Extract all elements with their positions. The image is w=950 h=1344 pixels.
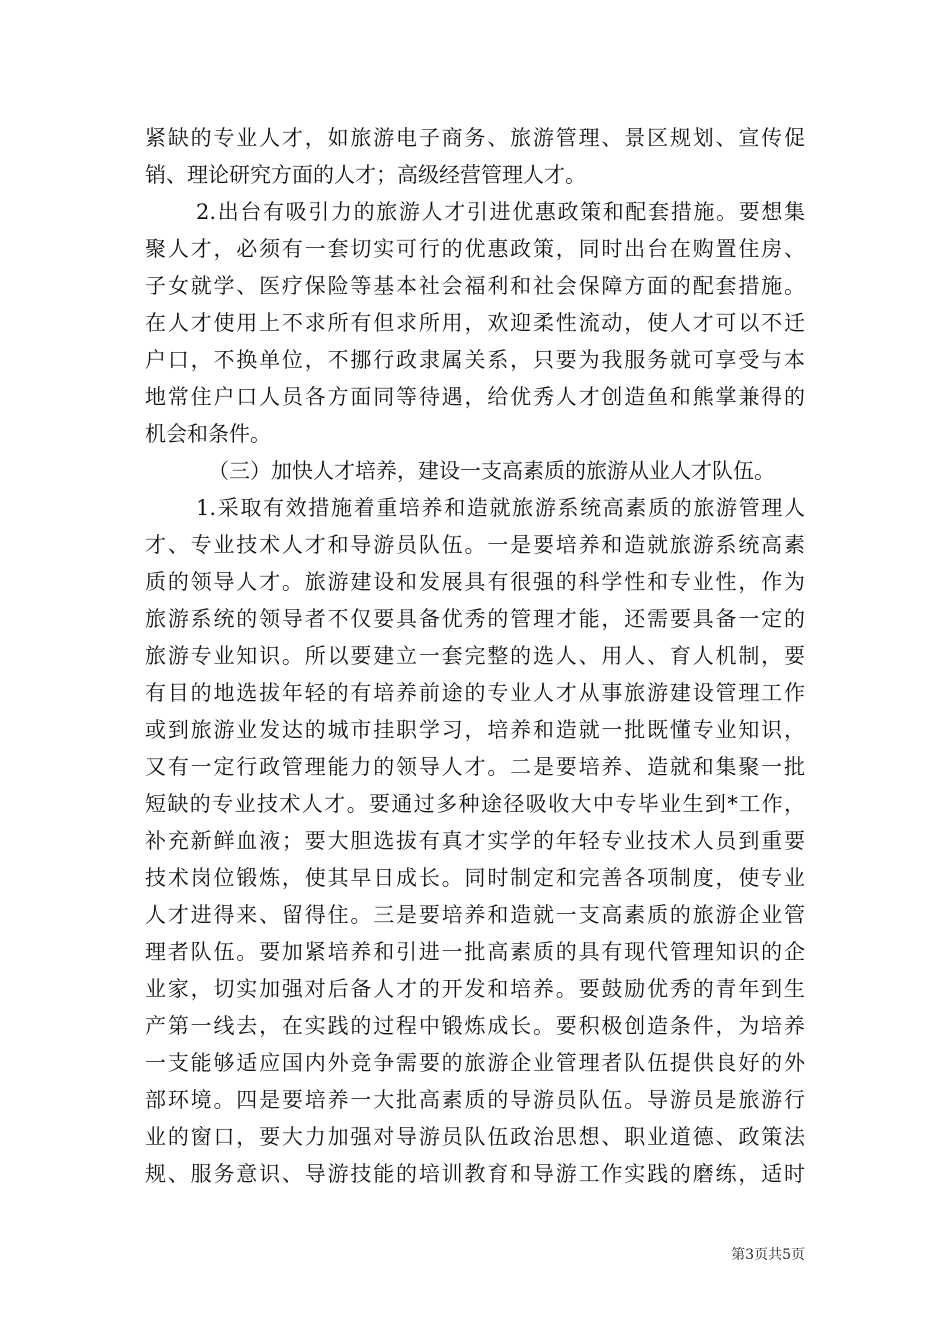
text-line: 业家，切实加强对后备人才的开发和培养。要鼓励优秀的青年到生 (145, 977, 805, 1001)
text-line: 规、服务意识、导游技能的培训教育和导游工作实践的磨练，适时 (145, 1162, 805, 1186)
text-line: 一支能够适应国内外竞争需要的旅游企业管理者队伍提供良好的外 (145, 1051, 805, 1075)
text-line: 紧缺的专业人才，如旅游电子商务、旅游管理、景区规划、宣传促 (145, 126, 805, 150)
text-line: 短缺的专业技术人才。要通过多种途径吸收大中专毕业生到*工作， (145, 792, 805, 816)
text-line: 旅游系统的领导者不仅要具备优秀的管理才能，还需要具备一定的 (145, 607, 805, 631)
text-line: 产第一线去，在实践的过程中锻炼成长。要积极创造条件，为培养 (145, 1014, 805, 1038)
text-line: 在人才使用上不求所有但求所用，欢迎柔性流动，使人才可以不迁 (145, 311, 805, 335)
text-line: 户口，不换单位，不挪行政隶属关系，只要为我服务就可享受与本 (145, 348, 805, 372)
text-line: 技术岗位锻炼，使其早日成长。同时制定和完善各项制度，使专业 (145, 866, 805, 890)
text-line: 又有一定行政管理能力的领导人才。二是要培养、造就和集聚一批 (145, 755, 805, 779)
text-line: 机会和条件。 (145, 422, 271, 446)
text-line: 业的窗口，要大力加强对导游员队伍政治思想、职业道德、政策法 (145, 1125, 805, 1149)
text-line: 理者队伍。要加紧培养和引进一批高素质的具有现代管理知识的企 (145, 940, 805, 964)
paragraph-start-line: 1.采取有效措施着重培养和造就旅游系统高素质的旅游管理人 (196, 496, 805, 520)
text-line: 子女就学、医疗保险等基本社会福利和社会保障方面的配套措施。 (145, 274, 805, 298)
text-line: 旅游专业知识。所以要建立一套完整的选人、用人、育人机制，要 (145, 644, 805, 668)
text-line: 人才进得来、留得住。三是要培养和造就一支高素质的旅游企业管 (145, 903, 805, 927)
section-heading: （三）加快人才培养，建设一支高素质的旅游从业人才队伍。 (208, 459, 775, 483)
text-line: 有目的地选拔年轻的有培养前途的专业人才从事旅游建设管理工作 (145, 681, 805, 705)
text-line: 或到旅游业发达的城市挂职学习，培养和造就一批既懂专业知识， (145, 718, 805, 742)
page-number: 第3页共5页 (731, 1247, 805, 1263)
text-line: 补充新鲜血液；要大胆选拔有真才实学的年轻专业技术人员到重要 (145, 829, 805, 853)
text-line: 销、理论研究方面的人才；高级经营管理人才。 (145, 163, 586, 187)
text-line: 部环境。四是要培养一大批高素质的导游员队伍。导游员是旅游行 (145, 1088, 805, 1112)
text-line: 地常住户口人员各方面同等待遇，给优秀人才创造鱼和熊掌兼得的 (145, 385, 805, 409)
text-line: 聚人才，必须有一套切实可行的优惠政策，同时出台在购置住房、 (145, 237, 805, 261)
text-line: 才、专业技术人才和导游员队伍。一是要培养和造就旅游系统高素 (145, 533, 805, 557)
paragraph-start-line: 2.出台有吸引力的旅游人才引进优惠政策和配套措施。要想集 (196, 200, 805, 224)
text-line: 质的领导人才。旅游建设和发展具有很强的科学性和专业性，作为 (145, 570, 805, 594)
